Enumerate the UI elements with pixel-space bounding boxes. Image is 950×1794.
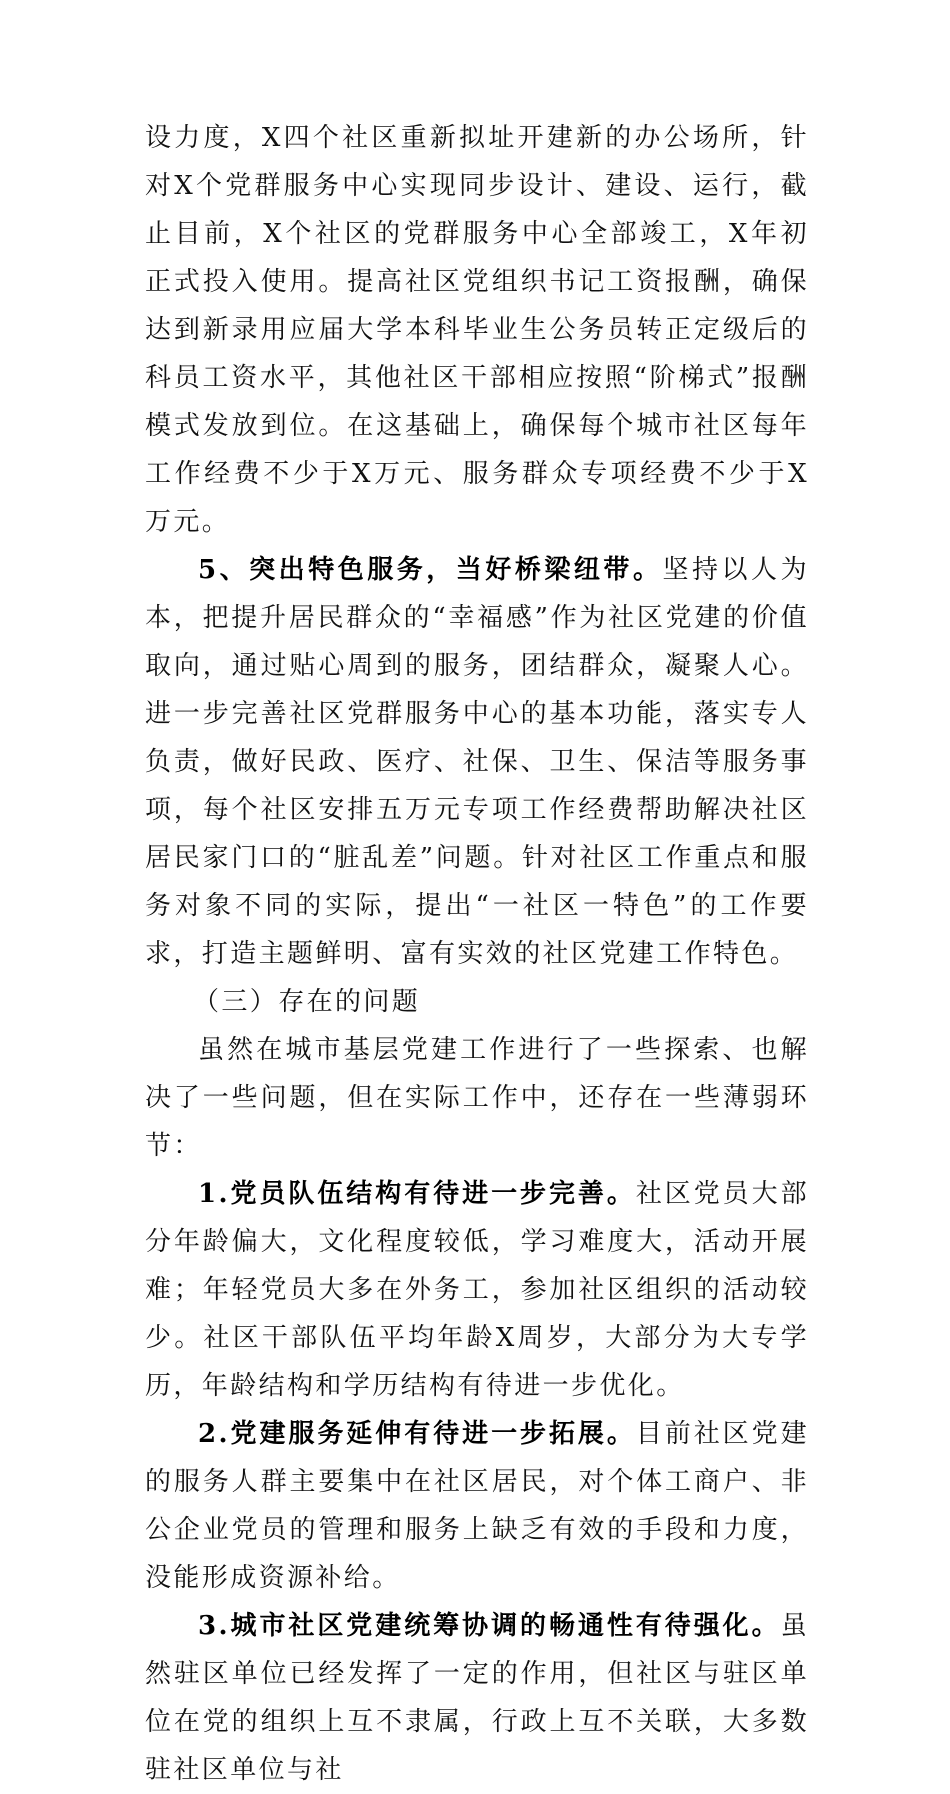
paragraph-problems-intro <box>145 1026 809 1170</box>
paragraph-text: 目前社区党建的服务人群主要集中在社区居民，对个体工商户、非公企业党员的管理和服务上缺乏有效的手段和力度，没能形成资源补给。 <box>145 1419 809 1593</box>
paragraph-funding-continued <box>145 114 809 546</box>
paragraph-lead-heading: 5、突出特色服务，当好桥梁纽带。 <box>198 555 663 585</box>
paragraph-problem-3 <box>145 1602 809 1794</box>
paragraph-text: 设力度，X四个社区重新拟址开建新的办公场所，针对X个党群服务中心实现同步设计、建设、运行，截止目前，X个社区的党群服务中心全部竣工，X年初正式投入使用。提高社区党组织书记工资报酬，确保达到新录用应届大学本科毕业生公务员转正定级后的科员工资水平，其他社区干部相应按照“阶梯式”报酬模式发放到位。在这基础上，确保每个城市社区每年工作经费不少于X万元、服务群众专项经费不少于X万元。 <box>145 123 809 537</box>
paragraph-text: 社区党员大部分年龄偏大，文化程度较低，学习难度大，活动开展难；年轻党员大多在外务工，参加社区组织的活动较少。社区干部队伍平均年龄X周岁，大部分为大专学历，年龄结构和学历结构有待进一步优化。 <box>145 1179 809 1401</box>
document-body <box>145 114 809 1794</box>
section-heading-problems <box>145 978 809 1026</box>
paragraph-text: 虽然驻区单位已经发挥了一定的作用，但社区与驻区单位在党的组织上互不隶属，行政上互不关联，大多数驻社区单位与社 <box>145 1611 809 1785</box>
section-heading-text: （三）存在的问题 <box>193 987 421 1017</box>
paragraph-problem-2 <box>145 1410 809 1602</box>
paragraph-lead-heading: 2.党建服务延伸有待进一步拓展。 <box>198 1419 636 1449</box>
paragraph-text: 坚持以人为本，把提升居民群众的“幸福感”作为社区党建的价值取向，通过贴心周到的服务，团结群众，凝聚人心。进一步完善社区党群服务中心的基本功能，落实专人负责，做好民政、医疗、社保、卫生、保洁等服务事项，每个社区安排五万元专项工作经费帮助解决社区居民家门口的“脏乱差”问题。针对社区工作重点和服务对象不同的实际，提出“一社区一特色”的工作要求，打造主题鲜明、富有实效的社区党建工作特色。 <box>145 555 809 969</box>
paragraph-special-services <box>145 546 809 978</box>
paragraph-problem-1 <box>145 1170 809 1410</box>
paragraph-text: 虽然在城市基层党建工作进行了一些探索、也解决了一些问题，但在实际工作中，还存在一些薄弱环节： <box>145 1035 809 1161</box>
paragraph-lead-heading: 3.城市社区党建统筹协调的畅通性有待强化。 <box>198 1611 781 1641</box>
paragraph-lead-heading: 1.党员队伍结构有待进一步完善。 <box>198 1179 636 1209</box>
